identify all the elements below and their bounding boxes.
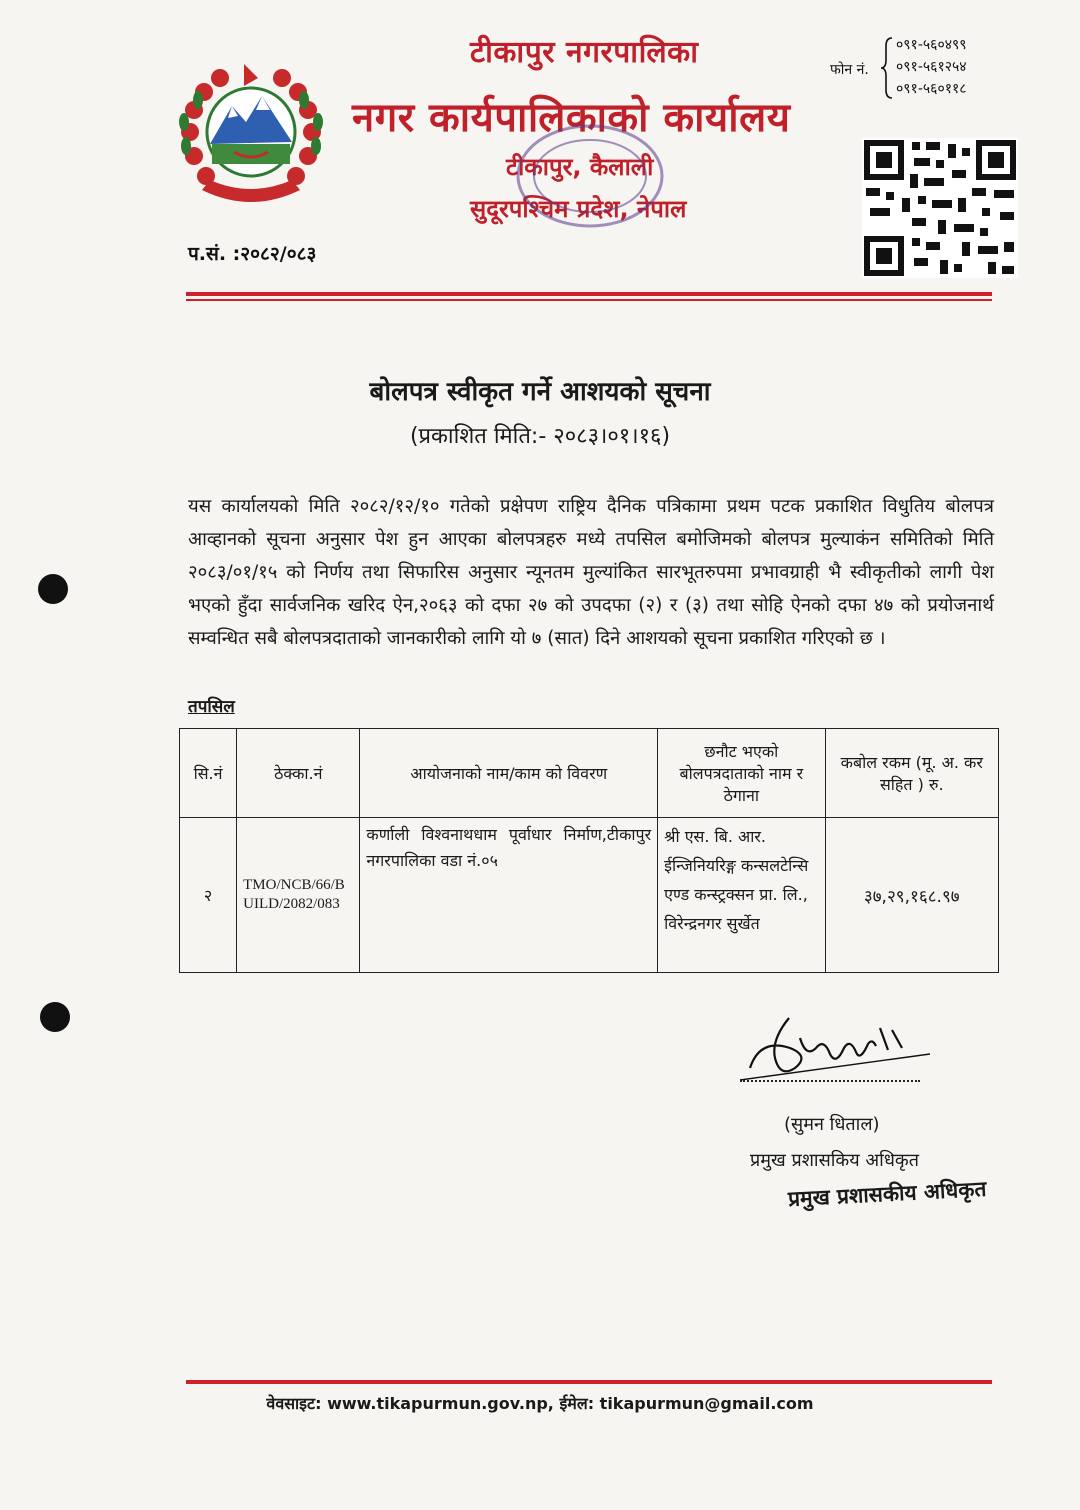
signature-line — [740, 1080, 920, 1082]
office-stamp-icon — [505, 118, 675, 238]
header-divider-thin — [186, 299, 992, 301]
cell-sn: २ — [180, 818, 237, 973]
cell-amount: ३७,२९,१६८.९७ — [825, 818, 998, 973]
phone-number: ०९१-५६०११८ — [896, 81, 967, 97]
header-sn: सि.नं — [180, 729, 237, 818]
header-divider — [186, 292, 992, 296]
cell-contract: TMO/NCB/66/BUILD/2082/083 — [237, 818, 360, 973]
punch-hole — [38, 574, 68, 604]
cell-project: कर्णाली विश्वनाथधाम पूर्वाधार निर्माण,टीकापुर नगरपालिका वडा नं.०५ — [360, 818, 658, 973]
phone-number: ०९१-५६०४९९ — [896, 37, 967, 53]
footer-divider — [186, 1380, 992, 1384]
phone-number: ०९१-५६१२५४ — [896, 59, 967, 75]
nepal-emblem-icon — [172, 62, 330, 210]
schedule-label: तपसिल — [188, 697, 235, 717]
phone-list — [896, 34, 967, 100]
signer-stamp: प्रमुख प्रशासकीय अधिकृत — [787, 1176, 987, 1212]
notice-body: यस कार्यालयको मिति २०८२/१२/१० गतेको प्रक्षेपण राष्ट्रिय दैनिक पत्रिकामा प्रथम पटक प्रकाशित विधुतिय बोलपत्र आव्हानको सूचना अनुसार पेश हुन आएका बोलपत्रहरु मध्ये तपसिल बमोजिमको बोलपत्र मुल्याकंन समितिको मिति २०८३/०१/१५ को निर्णय तथा सिफारिस अनुसार न्यूनतम मुल्यांकित सारभूतरुपमा प्रभावग्राही भै स्वीकृतीको लागी पेश भएको हुँदा सार्वजनिक खरिद ऐन,२०६३ को दफा २७ को उपदफा (२) र (३) तथा सोहि ऐनको दफा ४७ को प्रयोजनार्थ सम्वन्धित सबै बोलपत्रदाताको जानकारीको लागि यो ७ (सात) दिने आशयको सूचना प्रकाशित गरिएको छ । — [188, 496, 994, 649]
cell-bidder: श्री एस. बि. आर. ईन्जिनियरिङ्ग कन्सलटेन्सि एण्ड कन्स्ट्रक्सन प्रा. लि., विरेन्द्रनगर सुर्खेत — [658, 818, 825, 973]
office-location: टीकापुर, कैलाली — [506, 153, 654, 181]
published-date: (प्रकाशित मिति:- २०८३।०१।१६) — [409, 424, 671, 449]
office-province: सुदूरपश्चिम प्रदेश, नेपाल — [470, 195, 687, 223]
signer-title: प्रमुख प्रशासकिय अधिकृत — [750, 1150, 919, 1171]
footer-contact: वेवसाइट: www.tikapurmun.gov.np, ईमेल: tikapurmun@gmail.com — [266, 1394, 814, 1413]
phone-label: फोन नं. — [830, 62, 869, 78]
municipality-name: टीकापुर नगरपालिका — [470, 35, 699, 70]
notice-title: बोलपत्र स्वीकृत गर्ने आशयको सूचना — [369, 377, 711, 407]
header-contract: ठेक्का.नं — [237, 729, 360, 818]
reference-number: प.सं. :२०८२/०८३ — [188, 243, 317, 265]
punch-hole — [40, 1002, 70, 1032]
header-amount: कबोल रकम (मू. अ. कर सहित ) रु. — [825, 729, 998, 818]
signature-icon — [730, 1008, 930, 1088]
office-name: नगर कार्यपालिकाको कार्यालय — [352, 95, 791, 141]
table-row — [180, 818, 999, 973]
signer-name: (सुमन धिताल) — [784, 1114, 880, 1135]
qr-code-icon — [862, 138, 1018, 278]
table-header-row — [180, 729, 999, 818]
header-bidder: छनौट भएको बोलपत्रदाताको नाम र ठेगाना — [658, 729, 825, 818]
brace-icon — [880, 36, 894, 100]
header-project: आयोजनाको नाम/काम को विवरण — [360, 729, 658, 818]
bid-table — [179, 728, 999, 973]
